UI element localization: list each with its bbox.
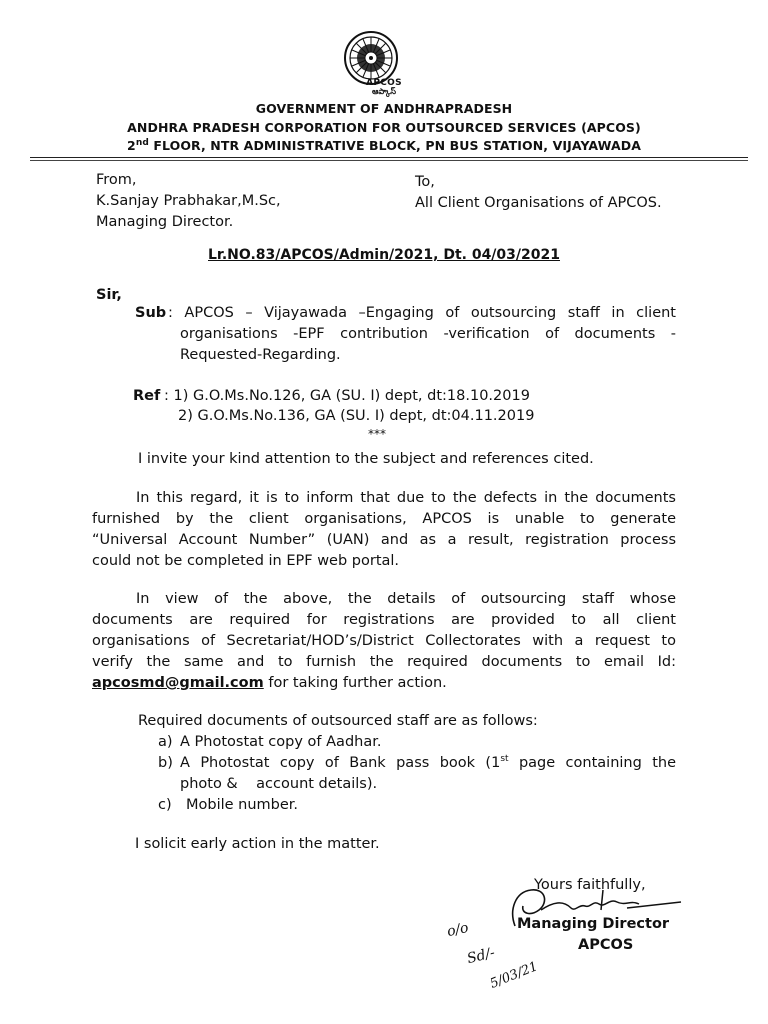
letterhead-line-corporation: ANDHRA PRADESH CORPORATION FOR OUTSOURCED SERVICES (APCOS) xyxy=(127,120,641,135)
emblem-caption: APCOS xyxy=(366,78,402,88)
paragraph-defects-line: “Universal Account Number” (UAN) and as a result, registration process xyxy=(92,532,676,548)
document-item-b-ordinal: st xyxy=(500,754,509,765)
address-floor-number: 2 xyxy=(127,138,136,153)
paragraph-defects-line: could not be completed in EPF web portal. xyxy=(92,553,400,569)
paragraph-view-line xyxy=(92,673,676,694)
reference-label: Ref xyxy=(133,388,161,404)
handwritten-annotation xyxy=(445,920,545,1000)
header-divider-thin xyxy=(30,160,748,161)
subject-line-2: organisations -EPF contribution -verification of documents - xyxy=(180,326,676,342)
document-item-b xyxy=(180,753,676,774)
closing-organisation: APCOS xyxy=(578,937,634,953)
paragraph-view-line: In view of the above, the details of outsourcing staff whose xyxy=(136,591,676,607)
document-item-b-text: A Photostat copy of Bank pass book (1 xyxy=(180,755,501,771)
paragraph-defects-line: furnished by the client organisations, APCOS is unable to generate xyxy=(92,511,676,527)
from-block xyxy=(96,170,376,233)
paragraph-view xyxy=(92,589,676,694)
document-item-b-continuation: photo & account details). xyxy=(180,776,378,792)
paragraph-attention: I invite your kind attention to the subject and references cited. xyxy=(138,451,594,467)
salutation: Sir, xyxy=(96,287,122,303)
annotation-line-1: o/o xyxy=(445,919,471,941)
required-documents-intro: Required documents of outsourced staff are as follows: xyxy=(138,713,538,729)
from-name: K.Sanjay Prabhakar,M.Sc, xyxy=(96,193,281,209)
paragraph-view-line: organisations of Secretariat/HOD’s/District Collectorates with a request to xyxy=(92,633,676,649)
to-label: To, xyxy=(415,174,435,190)
from-label: From, xyxy=(96,172,137,188)
paragraph-view-line: verify the same and to furnish the required documents to email Id: xyxy=(92,654,676,670)
paragraph-defects xyxy=(92,488,676,572)
header-divider xyxy=(30,157,748,158)
to-recipient: All Client Organisations of APCOS. xyxy=(415,195,662,211)
document-item-b-text-cont: page containing the xyxy=(508,755,676,771)
emblem-subcaption: ఆప్కాస్ xyxy=(371,87,397,96)
from-designation: Managing Director. xyxy=(96,214,234,230)
document-item-c: Mobile number. xyxy=(186,797,299,813)
to-block xyxy=(415,172,715,214)
document-item-a: A Photostat copy of Aadhar. xyxy=(180,734,382,750)
document-item-b-marker: b) xyxy=(158,755,173,771)
address-rest: FLOOR, NTR ADMINISTRATIVE BLOCK, PN BUS STATION, VIJAYAWADA xyxy=(148,138,641,153)
paragraph-view-tail: for taking further action. xyxy=(263,675,447,691)
closing-designation: Managing Director xyxy=(517,916,670,932)
letter-reference: Lr.NO.83/APCOS/Admin/2021, Dt. 04/03/2021 xyxy=(208,247,560,263)
letterhead-line-address xyxy=(0,138,768,153)
document-item-c-marker: c) xyxy=(158,797,172,813)
closing-yours-faithfully: Yours faithfully, xyxy=(534,877,646,893)
letterhead-line-government: GOVERNMENT OF ANDHRAPRADESH xyxy=(255,101,513,116)
paragraph-view-line: documents are required for registrations are provided to all client xyxy=(92,612,676,628)
subject-label: Sub xyxy=(135,305,167,321)
subject-line-3: Requested-Regarding. xyxy=(180,347,341,363)
paragraph-defects-line: In this regard, it is to inform that due to the defects in the documents xyxy=(136,490,676,506)
document-item-a-marker: a) xyxy=(158,734,173,750)
reference-item-2: 2) G.O.Ms.No.136, GA (SU. I) dept, dt:04.11.2019 xyxy=(178,408,535,424)
address-floor-ordinal: nd xyxy=(135,137,149,148)
reference-separator: *** xyxy=(368,427,386,441)
annotation-date: 5/03/21 xyxy=(488,959,541,992)
reference-item-1: : 1) G.O.Ms.No.126, GA (SU. I) dept, dt:18.10.2019 xyxy=(164,388,530,404)
subject-line-1: : APCOS – Vijayawada –Engaging of outsourcing staff in client xyxy=(168,305,676,321)
email-link[interactable]: apcosmd@gmail.com xyxy=(92,675,264,691)
annotation-line-2: Sd/- xyxy=(465,944,497,968)
paragraph-solicit: I solicit early action in the matter. xyxy=(135,836,380,852)
